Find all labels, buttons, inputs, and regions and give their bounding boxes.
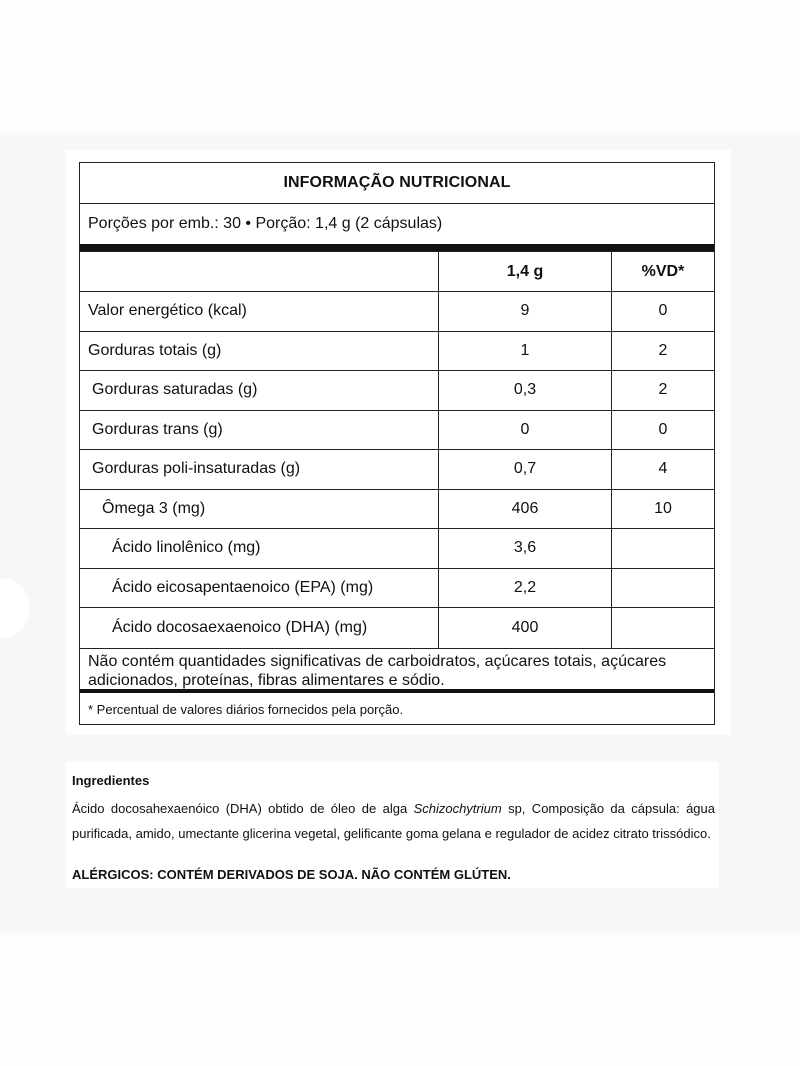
nutrient-name: Valor energético (kcal) <box>80 292 439 331</box>
nutrient-amount: 406 <box>439 490 612 529</box>
table-row <box>80 569 714 609</box>
nutrient-dv <box>612 569 714 608</box>
nutrient-name: Ácido docosaexaenoico (DHA) (mg) <box>80 608 439 648</box>
ingredients-section <box>66 762 719 888</box>
nutrient-dv: 4 <box>658 460 668 478</box>
nutrient-dv: 2 <box>658 341 668 359</box>
table-row <box>80 529 714 569</box>
nutrient-dv: 2 <box>658 381 668 399</box>
table-row <box>80 608 714 648</box>
portion-info: Porções por emb.: 30 • Porção: 1,4 g (2 cápsulas) <box>88 215 443 232</box>
nutrient-amount: 400 <box>439 608 612 648</box>
nutrient-rows <box>80 251 714 648</box>
table-row <box>80 450 714 490</box>
nutrient-dv <box>612 608 714 648</box>
nutrition-note: Não contém quantidades significativas de carboidratos, açúcares totais, açúcares adicionados, proteínas, fibras alimentares e sódio. <box>80 648 714 689</box>
nutrient-name: Gorduras saturadas (g) <box>80 371 439 410</box>
nutrient-amount: 2,2 <box>439 569 612 608</box>
ingredients-text-start: Ácido docosahexaenóico (DHA) obtido de óleo de alga <box>72 801 414 816</box>
nutrient-name: Ácido linolênico (mg) <box>80 529 439 568</box>
table-header-row <box>80 252 714 292</box>
thick-divider <box>80 244 714 251</box>
header-dv: %VD* <box>641 262 685 280</box>
nutrient-dv: 10 <box>654 499 672 517</box>
table-row <box>80 332 714 372</box>
nutrient-dv: 0 <box>658 302 668 320</box>
allergens-warning: ALÉRGICOS: CONTÉM DERIVADOS DE SOJA. NÃO CONTÉM GLÚTEN. <box>72 867 511 882</box>
nutrition-facts-table <box>79 162 715 725</box>
header-nutrient <box>80 252 439 291</box>
table-title: INFORMAÇÃO NUTRICIONAL <box>80 163 714 204</box>
nutrient-amount: 0,3 <box>439 371 612 410</box>
nutrient-amount: 0 <box>439 411 612 450</box>
nutrient-name: Gorduras trans (g) <box>80 411 439 450</box>
table-row <box>80 292 714 332</box>
nutrient-name: Gorduras poli-insaturadas (g) <box>80 450 439 489</box>
table-row <box>80 411 714 451</box>
table-row <box>80 371 714 411</box>
nutrient-name: Ácido eicosapentaenoico (EPA) (mg) <box>80 569 439 608</box>
nutrient-dv: 0 <box>658 420 668 438</box>
ingredients-text-end: sp, Composição da cápsula: água purificada, amido, umectante glicerina vegetal, gelificante goma gelana e regulador de acidez citrato trissódico. <box>72 801 715 841</box>
table-row <box>80 490 714 530</box>
nutrient-amount: 1 <box>439 332 612 371</box>
nutrient-name: Gorduras totais (g) <box>80 332 439 371</box>
nutrient-amount: 3,6 <box>439 529 612 568</box>
dv-footnote: * Percentual de valores diários fornecidos pela porção. <box>88 701 404 717</box>
nutrient-amount: 0,7 <box>439 450 612 489</box>
header-amount: 1,4 g <box>439 252 612 291</box>
nutrient-name: Ômega 3 (mg) <box>80 490 439 529</box>
nutrient-dv <box>612 529 714 568</box>
ingredients-species: Schizochytrium <box>413 801 502 816</box>
ingredients-title: Ingredientes <box>72 773 150 788</box>
ingredients-text <box>72 796 715 846</box>
nutrient-amount: 9 <box>439 292 612 331</box>
